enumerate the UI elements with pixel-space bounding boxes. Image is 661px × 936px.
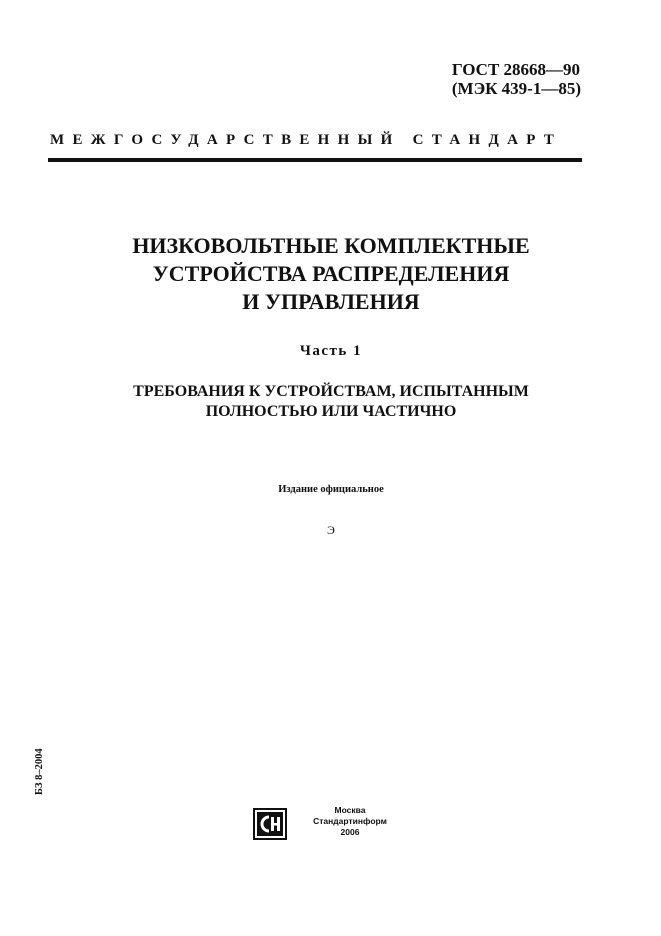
iec-number: (МЭК 439-1—85)	[451, 79, 581, 98]
subtitle-line: ПОЛНОСТЬЮ ИЛИ ЧАСТИЧНО	[205, 403, 457, 420]
publisher-block	[300, 805, 400, 838]
document-title	[40, 232, 622, 316]
subtitle-line: ТРЕБОВАНИЯ К УСТРОЙСТВАМ, ИСПЫТАННЫМ	[133, 383, 529, 400]
title-line: УСТРОЙСТВА РАСПРЕДЕЛЕНИЯ	[152, 261, 510, 286]
publisher-year: 2006	[340, 827, 360, 837]
header-divider	[48, 158, 582, 162]
title-line: И УПРАВЛЕНИЯ	[242, 289, 420, 314]
publisher-city: Москва	[334, 805, 366, 815]
edition-label: Издание официальное	[278, 484, 384, 495]
part-label: Часть 1	[299, 343, 363, 359]
standard-type-heading: МЕЖГОСУДАРСТВЕННЫЙ СТАНДАРТ	[50, 132, 563, 148]
standartinform-logo-icon	[253, 808, 287, 840]
side-note: БЗ 8–2004	[34, 748, 45, 795]
standard-number-block	[452, 60, 581, 98]
title-line: НИЗКОВОЛЬТНЫЕ КОМПЛЕКТНЫЕ	[132, 233, 530, 258]
gost-number: ГОСТ 28668—90	[451, 60, 581, 79]
publisher-name: Стандартинформ	[313, 816, 387, 826]
edition-mark: Э	[327, 523, 335, 537]
document-subtitle	[40, 382, 622, 422]
